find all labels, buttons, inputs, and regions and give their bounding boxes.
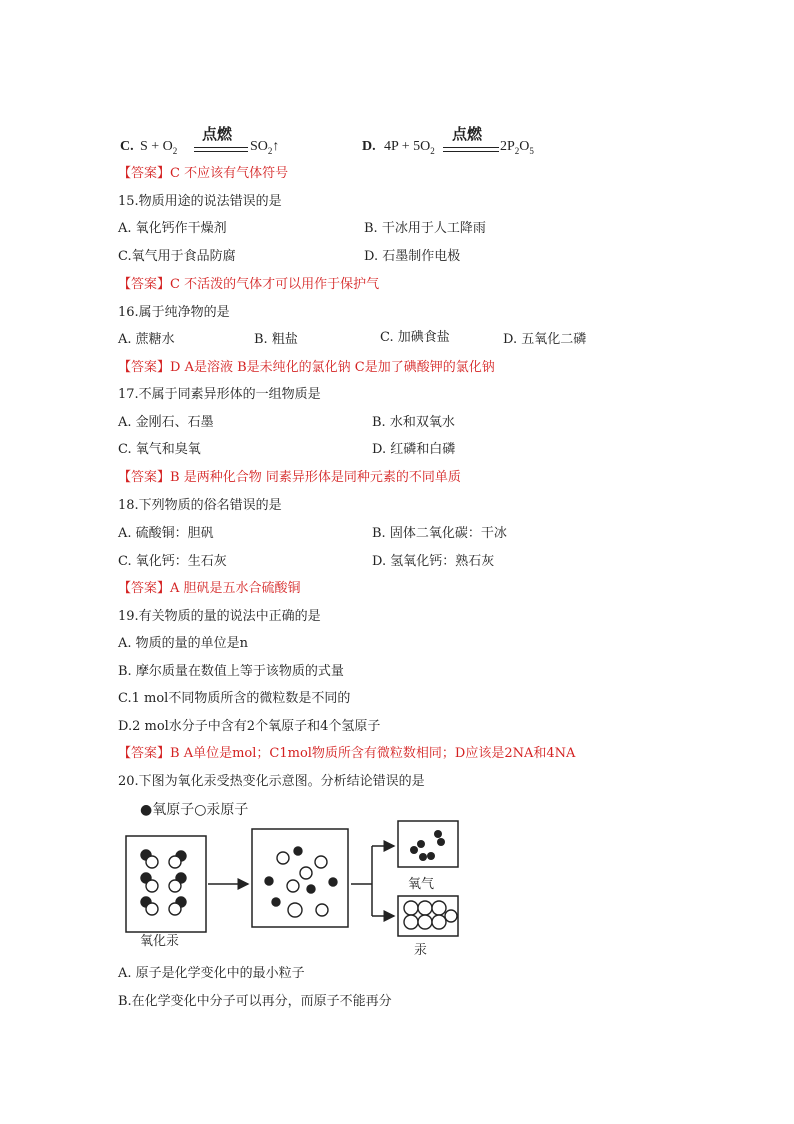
q17-option-b: B. 水和双氧水 <box>372 415 455 430</box>
q15-stem: 15.物质用途的说法错误的是 <box>118 194 282 209</box>
q19-option-a: A. 物质的量的单位是n <box>118 636 249 651</box>
q18-answer: 【答案】A 胆矾是五水合硫酸铜 <box>118 581 301 596</box>
q14-c-label: C. <box>120 139 134 154</box>
q14-d-right: $2P_2O_5$ <box>500 139 534 156</box>
q16-option-c: C. 加碘食盐 <box>380 330 450 345</box>
label-hgo: 氧化汞 <box>140 934 180 949</box>
q14-d-left: $4P + 5O_2$ <box>384 139 435 156</box>
q15-option-d: D. 石墨制作电极 <box>364 249 461 264</box>
q16-answer: 【答案】D A是溶液 B是未纯化的氯化钠 C是加了碘酸钾的氯化钠 <box>118 360 495 375</box>
q14-c-condition: 点燃 <box>202 125 233 143</box>
q19-answer: 【答案】B A单位是mol；C1mol物质所含有微粒数相同；D应该是2NA和4NA <box>118 746 576 761</box>
q19-option-c: C.1 mol不同物质所含的微粒数是不同的 <box>118 691 351 706</box>
q19-stem: 19.有关物质的量的说法中正确的是 <box>118 609 321 624</box>
q17-answer: 【答案】B 是两种化合物 同素异形体是同种元素的不同单质 <box>118 470 461 485</box>
q18-stem: 18.下列物质的俗名错误的是 <box>118 498 282 513</box>
label-mercury: 汞 <box>414 943 428 958</box>
q14-c-left: $S + O_2$ <box>140 139 178 156</box>
oxygen-box <box>398 821 458 867</box>
q18-option-d: D. 氢氧化钙：熟石灰 <box>372 554 495 569</box>
q14-d-condition: 点燃 <box>452 125 483 143</box>
q19-option-b: B. 摩尔质量在数值上等于该物质的式量 <box>118 664 344 679</box>
q18-option-c: C. 氧化钙：生石灰 <box>118 554 227 569</box>
q15-option-a: A. 氧化钙作干燥剂 <box>118 221 227 236</box>
q16-stem: 16.属于纯净物的是 <box>118 305 230 320</box>
q14-c-right: $SO_2↑$ <box>250 139 280 156</box>
q17-option-a: A. 金刚石、石墨 <box>118 415 214 430</box>
q19-option-d: D.2 mol水分子中含有2个氧原子和4个氢原子 <box>118 719 381 734</box>
q20-legend: ●氧原子○汞原子 <box>140 802 249 818</box>
q17-stem: 17.不属于同素异形体的一组物质是 <box>118 387 321 402</box>
q15-option-b: B. 干冰用于人工降雨 <box>364 221 486 236</box>
q16-option-a: A. 蔗糖水 <box>118 332 175 347</box>
q14-d-label: D. <box>362 139 376 154</box>
q20-stem: 20.下图为氧化汞受热变化示意图。分析结论错误的是 <box>118 774 425 789</box>
label-oxygen: 氧气 <box>408 877 435 892</box>
q15-answer: 【答案】C 不活泼的气体才可以用作于保护气 <box>118 277 380 292</box>
q20-option-a: A. 原子是化学变化中的最小粒子 <box>118 966 305 981</box>
q17-option-c: C. 氧气和臭氧 <box>118 442 201 457</box>
hgo-box <box>126 836 206 932</box>
q15-option-c: C.氧气用于食品防腐 <box>118 249 236 264</box>
q18-option-b: B. 固体二氧化碳：干冰 <box>372 526 507 541</box>
q16-option-d: D. 五氧化二磷 <box>503 332 587 347</box>
q16-option-b: B. 粗盐 <box>254 332 298 347</box>
q18-option-a: A. 硫酸铜：胆矾 <box>118 526 214 541</box>
q14-answer: 【答案】C 不应该有气体符号 <box>118 166 289 181</box>
q17-option-d: D. 红磷和白磷 <box>372 442 456 457</box>
q20-option-b: B.在化学变化中分子可以再分，而原子不能再分 <box>118 994 392 1009</box>
